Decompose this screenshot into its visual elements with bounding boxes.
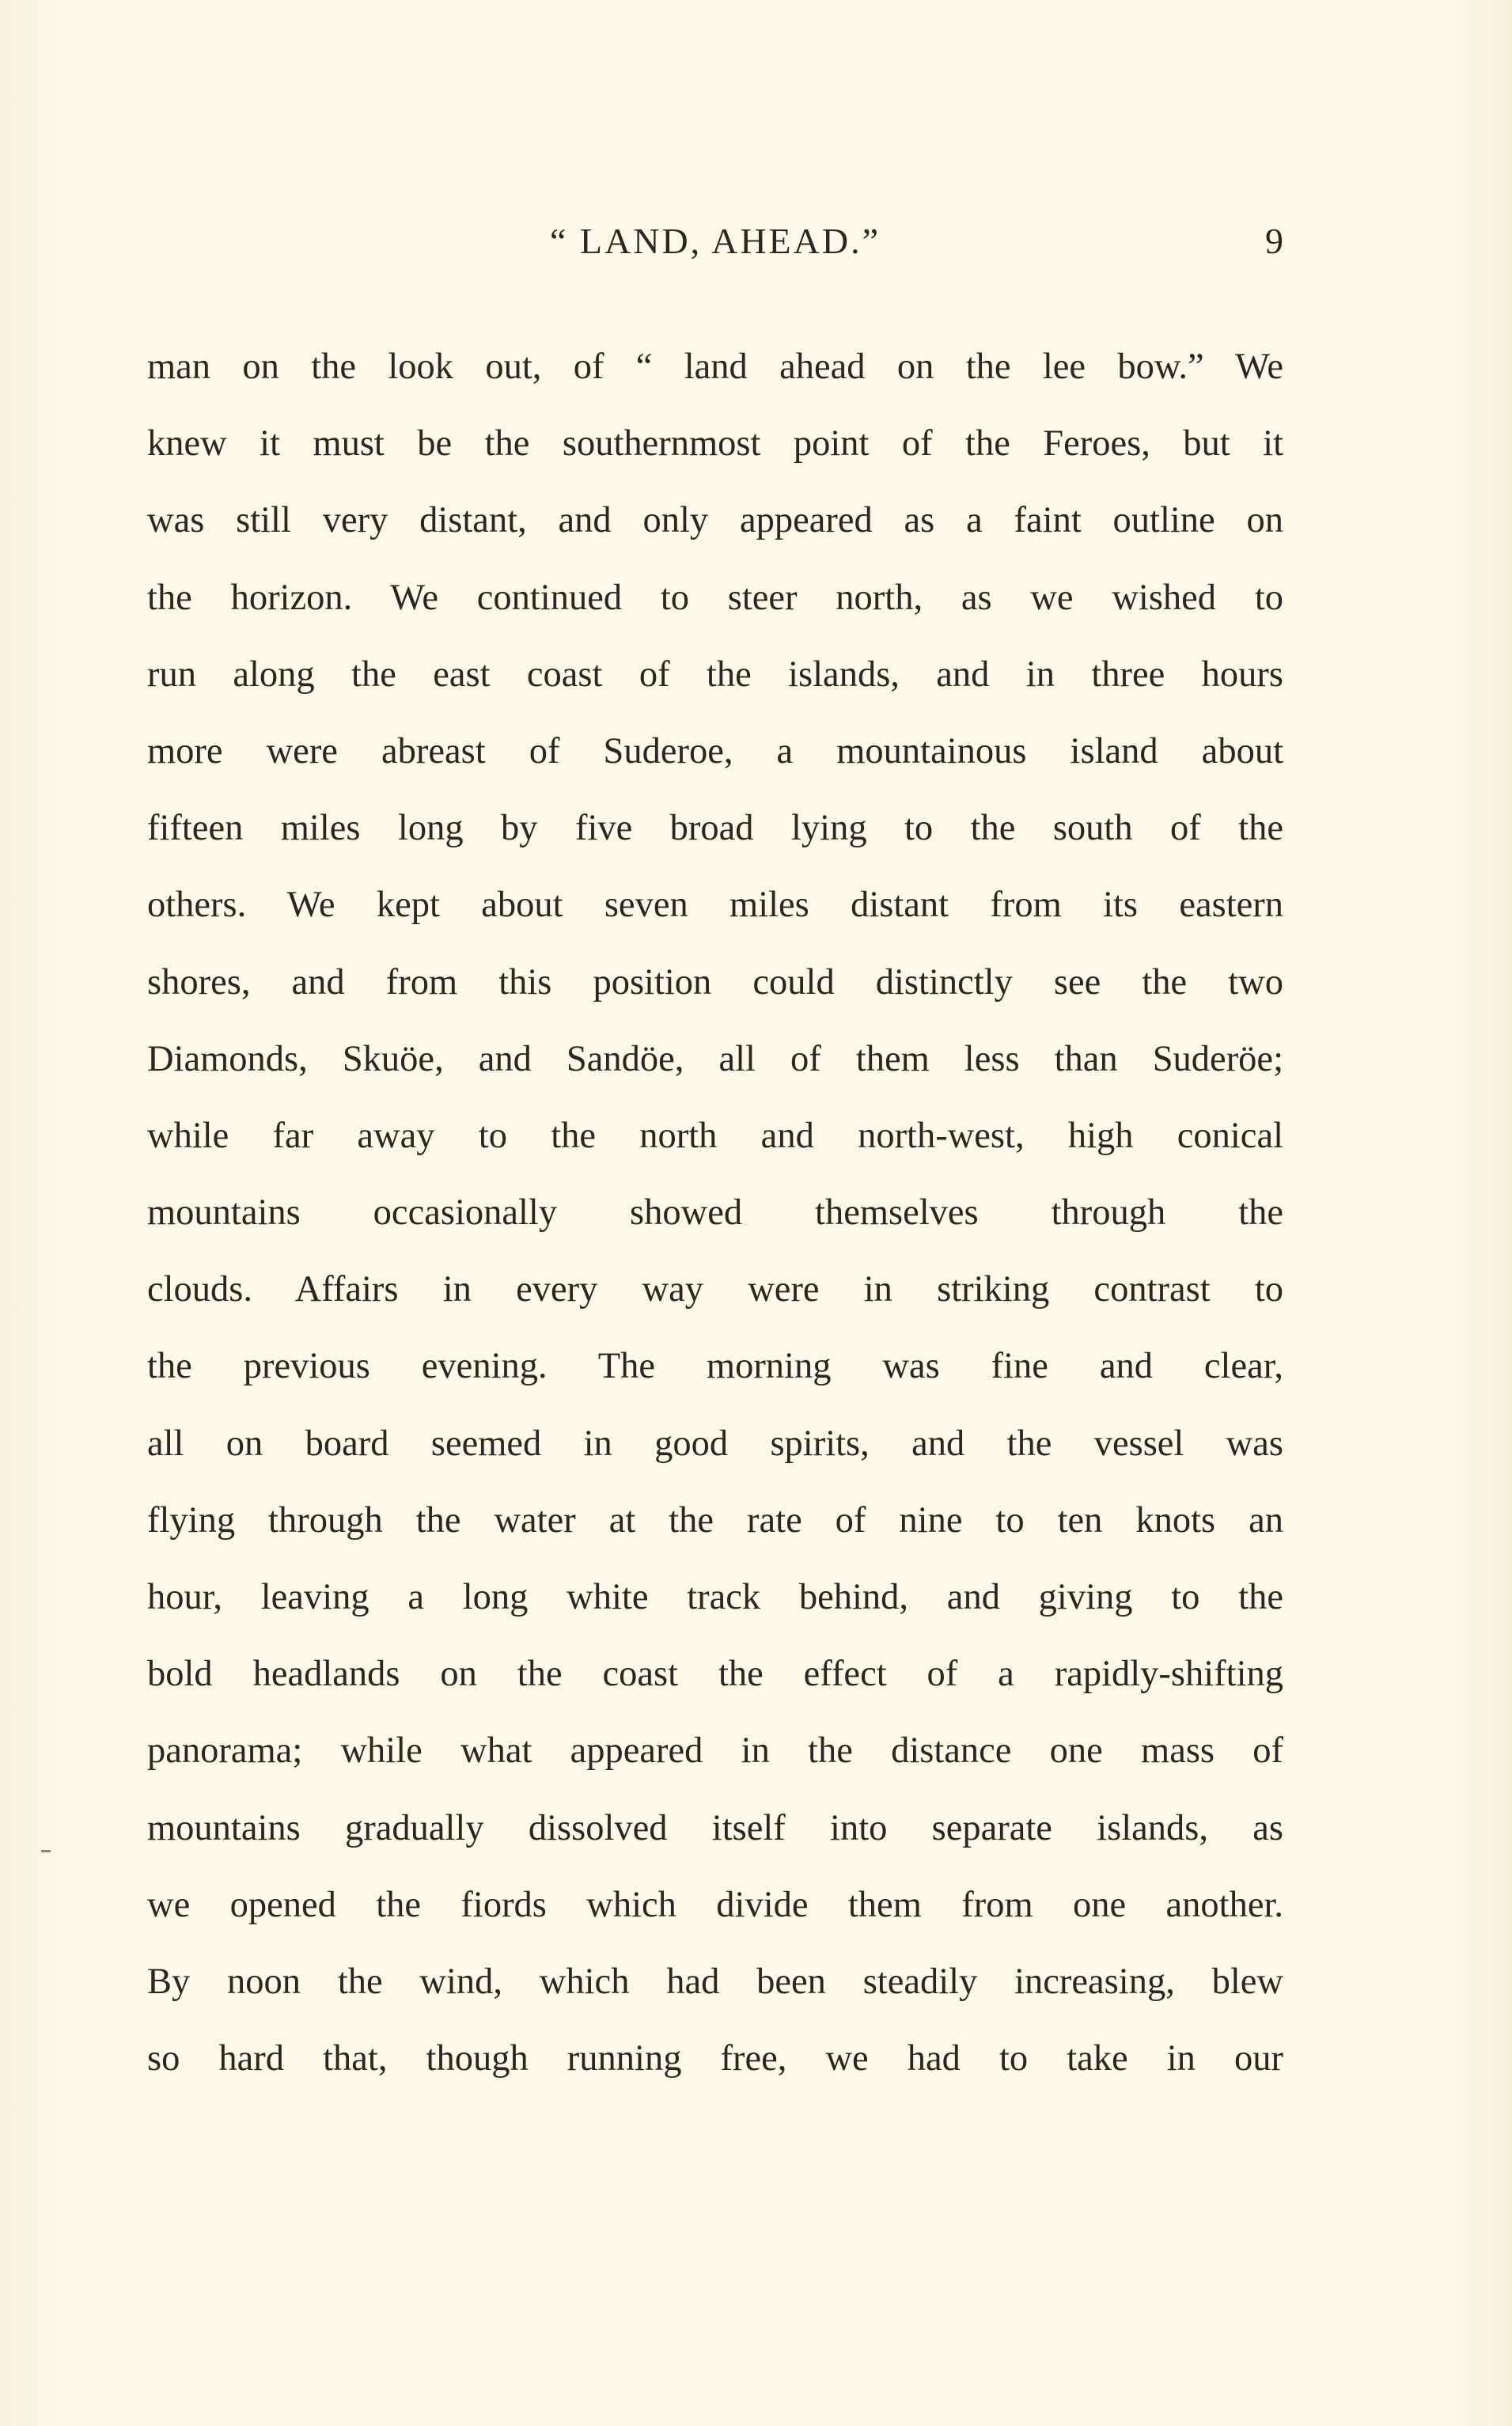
text-line: panorama; while what appeared in the distance one mass of — [147, 1730, 1283, 1772]
text-line: flying through the water at the rate of nine to ten knots an — [147, 1499, 1283, 1541]
text-line: run along the east coast of the islands, and in three hours — [147, 654, 1283, 695]
text-line: mountains gradually dissolved itself into separate islands, as — [147, 1807, 1283, 1848]
body-text — [147, 328, 1283, 2097]
text-line: the horizon. We continued to steer north, as we wished to — [147, 577, 1283, 618]
text-line: others. We kept about seven miles distant from its eastern — [147, 885, 1283, 926]
text-line: By noon the wind, which had been steadily increasing, blew — [147, 1961, 1283, 2002]
text-line: so hard that, though running free, we had to take in our — [147, 2038, 1283, 2079]
text-line: Diamonds, Skuöe, and Sandöe, all of them less than Suderöe; — [147, 1038, 1283, 1079]
text-line: man on the look out, of “ land ahead on the lee bow.” We — [147, 347, 1283, 387]
text-line: the previous evening. The morning was fine and clear, — [147, 1346, 1283, 1387]
text-line: knew it must be the southernmost point of the Feroes, but it — [147, 423, 1283, 464]
margin-mark — [41, 1850, 51, 1852]
text-line: hour, leaving a long white track behind, and giving to the — [147, 1577, 1283, 1617]
text-line: bold headlands on the coast the effect of a rapidly-shifting — [147, 1654, 1283, 1695]
text-line: fifteen miles long by five broad lying to the south of the — [147, 808, 1283, 849]
text-line: we opened the fiords which divide them from one another. — [147, 1884, 1283, 1925]
text-line: while far away to the north and north-west, high conical — [147, 1115, 1283, 1156]
text-line: was still very distant, and only appeared as a faint outline on — [147, 500, 1283, 541]
text-line: mountains occasionally showed themselves through the — [147, 1192, 1283, 1234]
running-title: “ LAND, AHEAD.” — [549, 221, 881, 261]
page-number: 9 — [1265, 221, 1283, 261]
text-line: all on board seemed in good spirits, and the vessel was — [147, 1423, 1283, 1464]
running-head — [147, 214, 1283, 269]
text-line: shores, and from this position could distinctly see the two — [147, 961, 1283, 1003]
text-line: clouds. Affairs in every way were in striking contrast to — [147, 1269, 1283, 1310]
text-line: more were abreast of Suderoe, a mountainous island about — [147, 730, 1283, 771]
